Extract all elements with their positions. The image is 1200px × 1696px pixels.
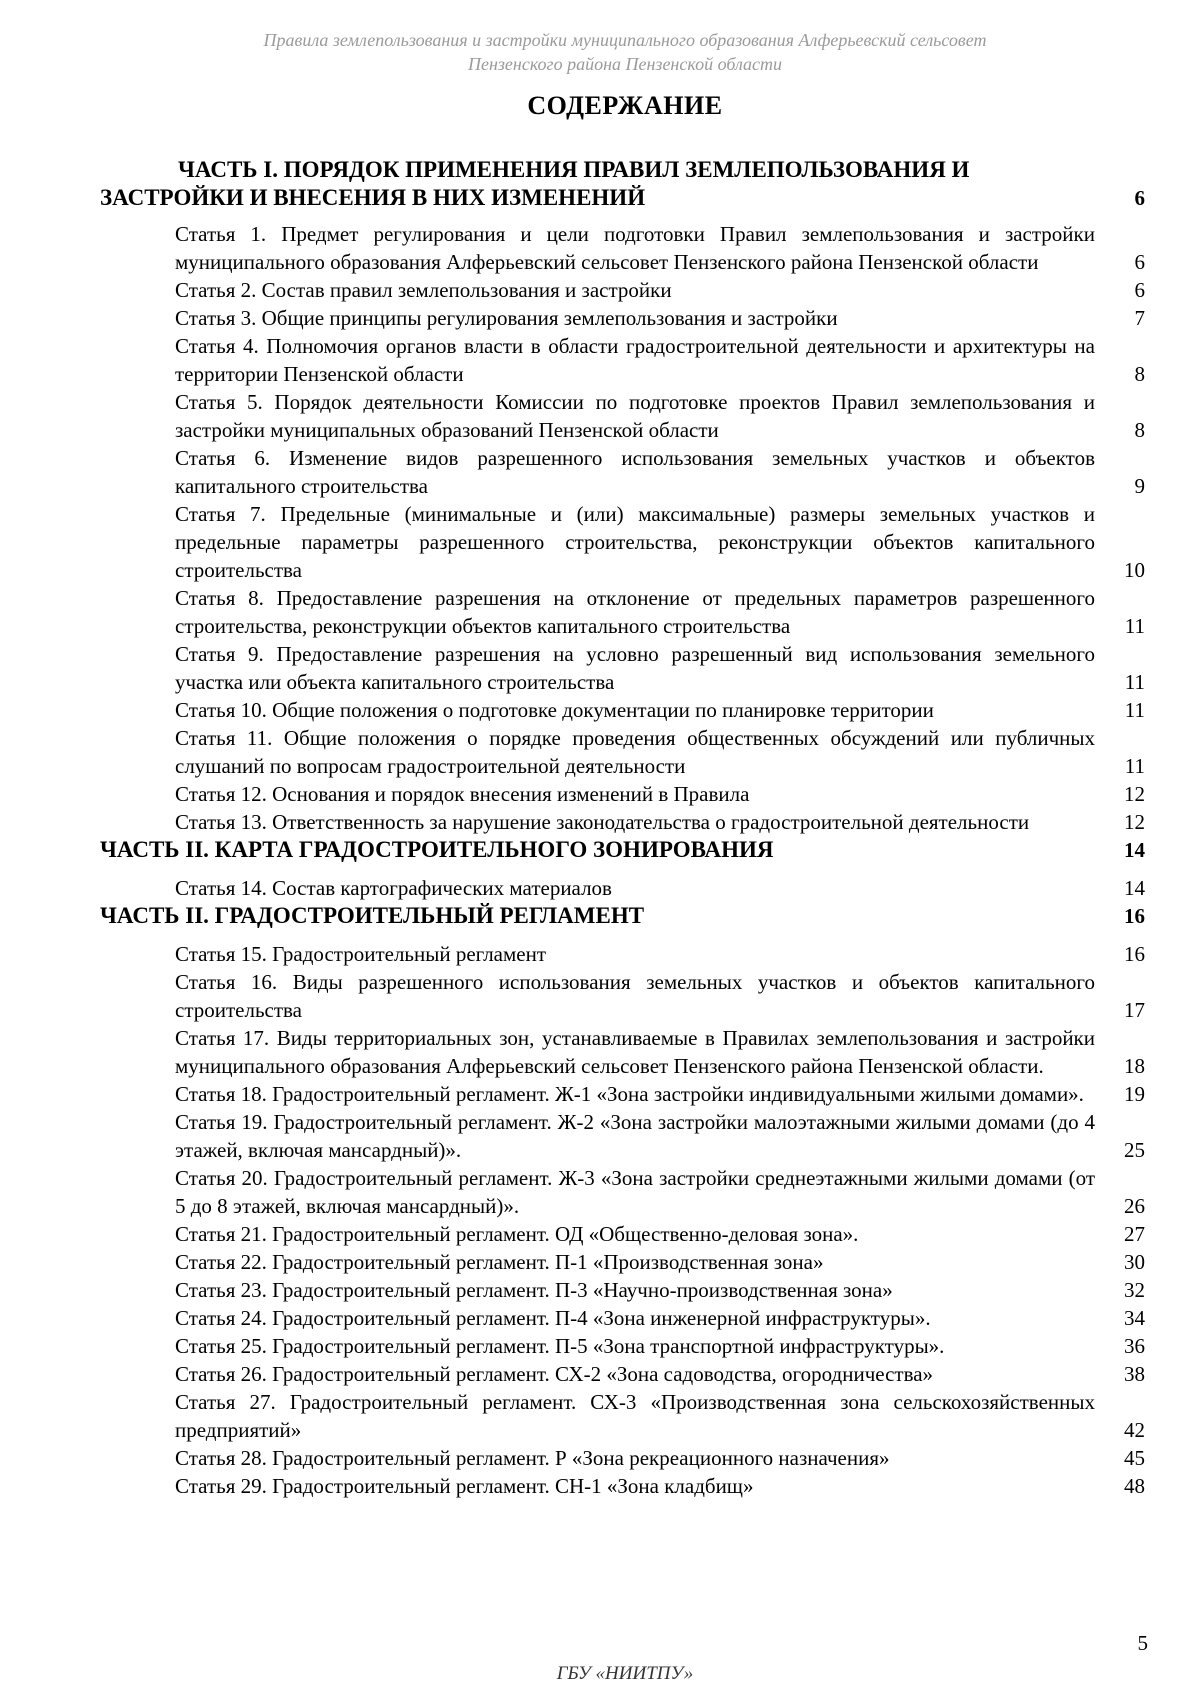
toc-article-2[interactable] — [0, 276, 1200, 304]
toc-article-page: 12 — [1124, 782, 1145, 806]
toc-article-6[interactable] — [0, 444, 1200, 500]
toc-article-title: Статья 25. Градостроительный регламент. П-5 «Зона транспортной инфраструктуры». — [175, 1334, 945, 1358]
toc-article-11[interactable] — [0, 724, 1200, 780]
toc-article-title: Статья 15. Градостроительный регламент — [175, 942, 547, 966]
toc-article-9[interactable] — [0, 640, 1200, 696]
toc-article-title: Статья 24. Градостроительный регламент. П-4 «Зона инженерной инфраструктуры». — [175, 1306, 931, 1330]
running-header-line-2: Пензенского района Пензенской области — [467, 54, 783, 74]
toc-article-15[interactable] — [0, 940, 1200, 968]
toc-article-21[interactable] — [0, 1220, 1200, 1248]
toc-article-22[interactable] — [0, 1248, 1200, 1276]
toc-article-1[interactable] — [0, 220, 1200, 276]
toc-article-title: Статья 17. Виды территориальных зон, устанавливаемые в Правилах землепользования и застройки муниципального образования Алферьевский сельсовет Пензенского района Пензенской области. — [175, 1026, 1095, 1078]
toc-part-3[interactable] — [0, 902, 1200, 930]
toc-article-title: Статья 10. Общие положения о подготовке документации по планировке территории — [175, 698, 934, 722]
toc-article-title: Статья 12. Основания и порядок внесения изменений в Правила — [175, 782, 750, 806]
toc-article-3[interactable] — [0, 304, 1200, 332]
toc-article-page: 11 — [1124, 614, 1145, 638]
toc-article-title: Статья 16. Виды разрешенного использования земельных участков и объектов капитального строительства — [175, 970, 1095, 1022]
toc-article-page: 34 — [1124, 1306, 1145, 1330]
toc-article-title: Статья 28. Градостроительный регламент. Р «Зона рекреационного назначения» — [175, 1446, 890, 1470]
toc-article-title: Статья 22. Градостроительный регламент. П-1 «Производственная зона» — [175, 1250, 824, 1274]
toc-part-2-page: 14 — [1124, 838, 1145, 862]
toc-article-16[interactable] — [0, 968, 1200, 1024]
toc-article-12[interactable] — [0, 780, 1200, 808]
toc-article-title: Статья 8. Предоставление разрешения на отклонение от предельных параметров разрешенного строительства, реконструкции объектов капитального строительства — [175, 586, 1095, 638]
toc-article-page: 14 — [1124, 876, 1145, 900]
toc-article-24[interactable] — [0, 1304, 1200, 1332]
page-number: 5 — [1137, 1631, 1148, 1655]
running-header — [0, 28, 1200, 76]
toc-article-title: Статья 9. Предоставление разрешения на условно разрешенный вид использования земельного участка или объекта капитального строительства — [175, 642, 1095, 694]
toc-article-title: Статья 21. Градостроительный регламент. ОД «Общественно-деловая зона». — [175, 1222, 859, 1246]
toc-part-3-page: 16 — [1124, 904, 1145, 928]
toc-part-1-title-line-1: ЧАСТЬ I. ПОРЯДОК ПРИМЕНЕНИЯ ПРАВИЛ ЗЕМЛЕПОЛЬЗОВАНИЯ И — [178, 157, 970, 182]
toc-article-20[interactable] — [0, 1164, 1200, 1220]
toc-article-title: Статья 27. Градостроительный регламент. СХ-3 «Производственная зона сельскохозяйственных предприятий» — [175, 1390, 1095, 1442]
toc-article-title: Статья 2. Состав правил землепользования и застройки — [175, 278, 672, 302]
toc-article-title: Статья 18. Градостроительный регламент. Ж-1 «Зона застройки индивидуальными жилыми домами». — [175, 1082, 1084, 1106]
toc-part-2[interactable] — [0, 836, 1200, 864]
toc-article-title: Статья 5. Порядок деятельности Комиссии по подготовке проектов Правил землепользования и застройки муниципальных образований Пензенской области — [175, 390, 1095, 442]
toc-article-17[interactable] — [0, 1024, 1200, 1080]
toc-article-28[interactable] — [0, 1444, 1200, 1472]
toc-article-26[interactable] — [0, 1360, 1200, 1388]
toc-article-13[interactable] — [0, 808, 1200, 836]
page-title: СОДЕРЖАНИЕ — [527, 91, 723, 120]
toc-article-23[interactable] — [0, 1276, 1200, 1304]
toc-article-8[interactable] — [0, 584, 1200, 640]
toc-article-page: 10 — [1124, 558, 1145, 582]
toc-article-page: 12 — [1124, 810, 1145, 834]
toc-article-29[interactable] — [0, 1472, 1200, 1500]
toc-article-page: 11 — [1124, 698, 1145, 722]
toc-article-page: 18 — [1124, 1054, 1145, 1078]
toc-article-4[interactable] — [0, 332, 1200, 388]
toc-part-1-title-line-2: ЗАСТРОЙКИ И ВНЕСЕНИЯ В НИХ ИЗМЕНЕНИЙ — [100, 185, 646, 210]
toc-article-page: 27 — [1124, 1222, 1145, 1246]
toc-article-title: Статья 13. Ответственность за нарушение законодательства о градостроительной деятельности — [175, 810, 1030, 834]
toc-article-title: Статья 11. Общие положения о порядке проведения общественных обсуждений или публичных слушаний по вопросам градостроительной деятельности — [175, 726, 1095, 778]
toc-article-title: Статья 6. Изменение видов разрешенного использования земельных участков и объектов капитального строительства — [175, 446, 1095, 498]
toc-article-page: 7 — [1134, 306, 1145, 330]
toc-article-title: Статья 19. Градостроительный регламент. Ж-2 «Зона застройки малоэтажными жилыми домами (до 4 этажей, включая мансардный)». — [175, 1110, 1095, 1162]
toc-article-title: Статья 3. Общие принципы регулирования землепользования и застройки — [175, 306, 838, 330]
toc-article-title: Статья 4. Полномочия органов власти в области градостроительной деятельности и архитектуры на территории Пензенской области — [175, 334, 1095, 386]
toc-part-1[interactable] — [0, 156, 1200, 212]
toc-article-title: Статья 26. Градостроительный регламент. СХ-2 «Зона садоводства, огородничества» — [175, 1362, 934, 1386]
toc-article-page: 19 — [1124, 1082, 1145, 1106]
toc-article-title: Статья 7. Предельные (минимальные и (или) максимальные) размеры земельных участков и предельные параметры разрешенного строительства, реконструкции объектов капитального строительства — [175, 502, 1095, 582]
toc-article-title: Статья 1. Предмет регулирования и цели подготовки Правил землепользования и застройки муниципального образования Алферьевский сельсовет Пензенского района Пензенской области — [175, 222, 1095, 274]
toc-article-title: Статья 14. Состав картографических материалов — [175, 876, 612, 900]
toc-article-19[interactable] — [0, 1108, 1200, 1164]
toc-article-page: 36 — [1124, 1334, 1145, 1358]
toc-article-page: 6 — [1134, 278, 1145, 302]
toc-part-2-title: ЧАСТЬ II. КАРТА ГРАДОСТРОИТЕЛЬНОГО ЗОНИРОВАНИЯ — [100, 837, 774, 862]
toc-article-14[interactable] — [0, 874, 1200, 902]
toc-article-7[interactable] — [0, 500, 1200, 584]
toc-article-18[interactable] — [0, 1080, 1200, 1108]
toc-article-27[interactable] — [0, 1388, 1200, 1444]
toc-article-5[interactable] — [0, 388, 1200, 444]
toc-article-page: 32 — [1124, 1278, 1145, 1302]
toc-article-page: 25 — [1124, 1138, 1145, 1162]
toc-article-page: 38 — [1124, 1362, 1145, 1386]
table-of-contents — [0, 156, 1200, 1500]
page-footer: ГБУ «НИИТПУ» — [556, 1663, 694, 1684]
toc-article-page: 48 — [1124, 1474, 1145, 1498]
toc-article-page: 9 — [1134, 474, 1145, 498]
toc-article-10[interactable] — [0, 696, 1200, 724]
toc-article-page: 42 — [1124, 1418, 1145, 1442]
toc-article-page: 30 — [1124, 1250, 1145, 1274]
toc-article-title: Статья 29. Градостроительный регламент. СН-1 «Зона кладбищ» — [175, 1474, 754, 1498]
toc-article-title: Статья 20. Градостроительный регламент. Ж-3 «Зона застройки среднеэтажными жилыми домами (от 5 до 8 этажей, включая мансардный)». — [175, 1166, 1095, 1218]
toc-article-page: 26 — [1124, 1194, 1145, 1218]
toc-article-page: 8 — [1134, 362, 1145, 386]
toc-article-title: Статья 23. Градостроительный регламент. П-3 «Научно-производственная зона» — [175, 1278, 893, 1302]
toc-article-page: 8 — [1134, 418, 1145, 442]
running-header-line-1: Правила землепользования и застройки муниципального образования Алферьевский сельсовет — [263, 30, 987, 50]
toc-article-page: 11 — [1124, 670, 1145, 694]
toc-part-1-page: 6 — [1134, 186, 1145, 210]
toc-article-page: 11 — [1124, 754, 1145, 778]
toc-article-25[interactable] — [0, 1332, 1200, 1360]
toc-article-page: 45 — [1124, 1446, 1145, 1470]
toc-part-3-title: ЧАСТЬ II. ГРАДОСТРОИТЕЛЬНЫЙ РЕГЛАМЕНТ — [100, 903, 645, 928]
toc-article-page: 16 — [1124, 942, 1145, 966]
toc-article-page: 17 — [1124, 998, 1145, 1022]
toc-article-page: 6 — [1134, 250, 1145, 274]
